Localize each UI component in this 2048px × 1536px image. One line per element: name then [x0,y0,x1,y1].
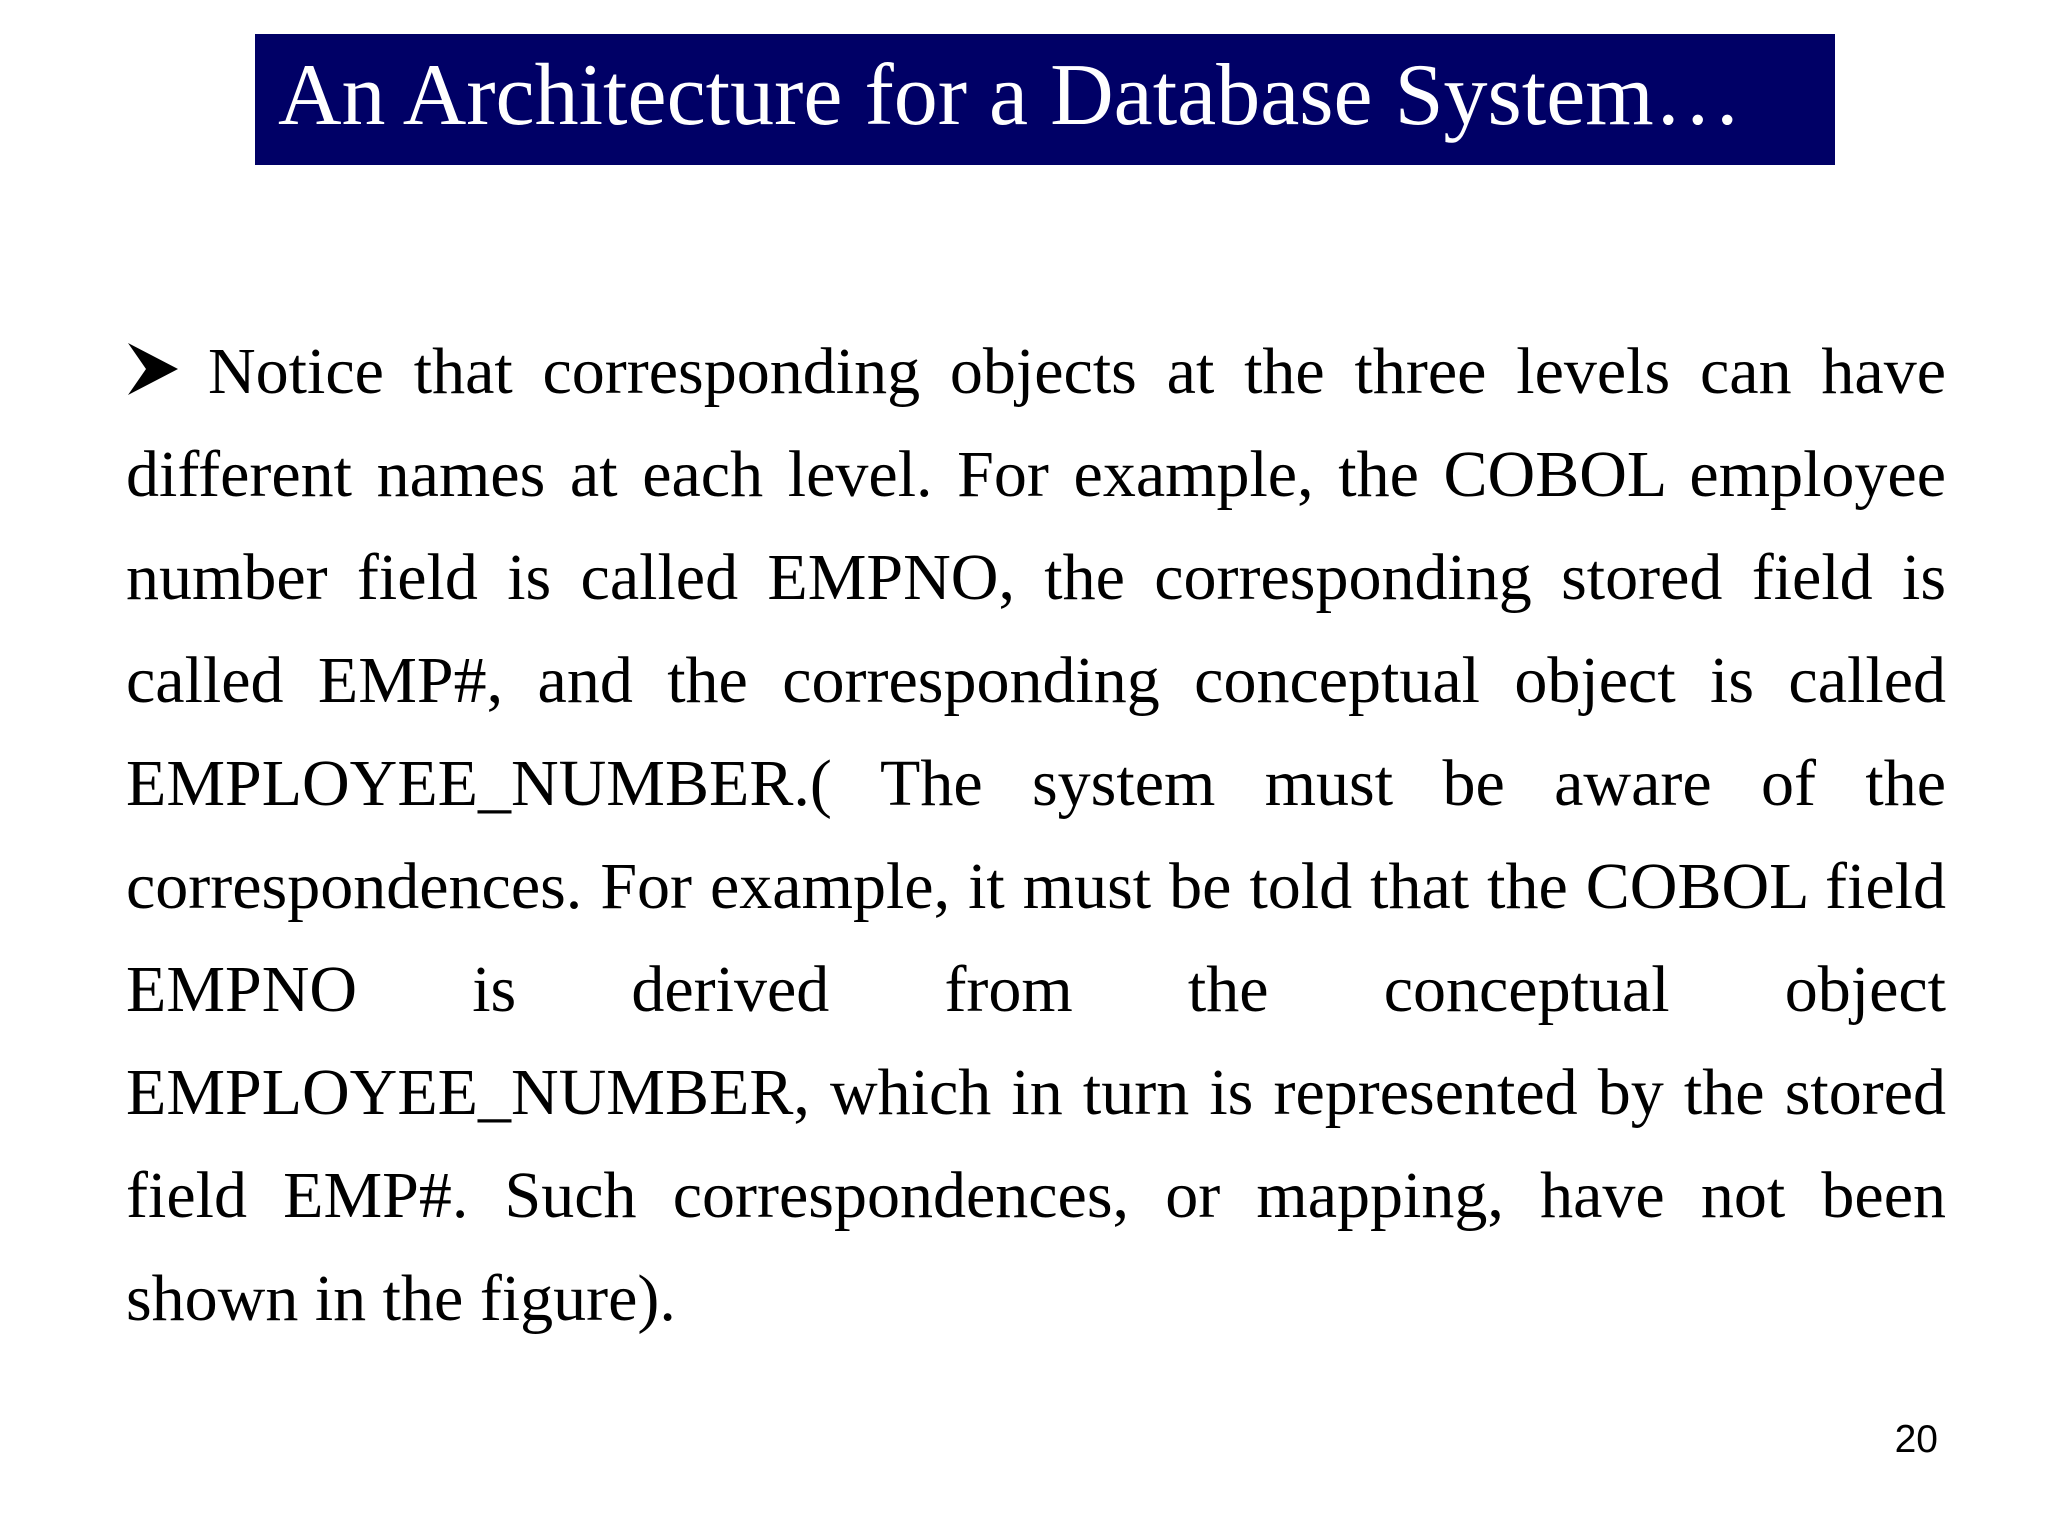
page-number: 20 [1894,1418,1938,1461]
slide-title: An Architecture for a Database System… [278,46,1742,144]
slide-body-paragraph [126,320,1946,1350]
slide-body-text: Notice that corresponding objects at the three levels can have different names at each level. For example, the COBOL employee number field is called EMPNO, the corresponding stored field is called EMP#, and the corresponding conceptual object is called EMPLOYEE_NUMBER.( The system must be aware of the correspondences. For example, it must be told that the COBOL field EMPNO is derived from the conceptual object EMPLOYEE_NUMBER, which in turn is represented by the stored field EMP#. Such correspondences, or mapping, have not been shown in the figure). [126,335,1946,1335]
arrowhead-bullet-icon [126,326,180,386]
slide-title-banner [255,34,1835,165]
